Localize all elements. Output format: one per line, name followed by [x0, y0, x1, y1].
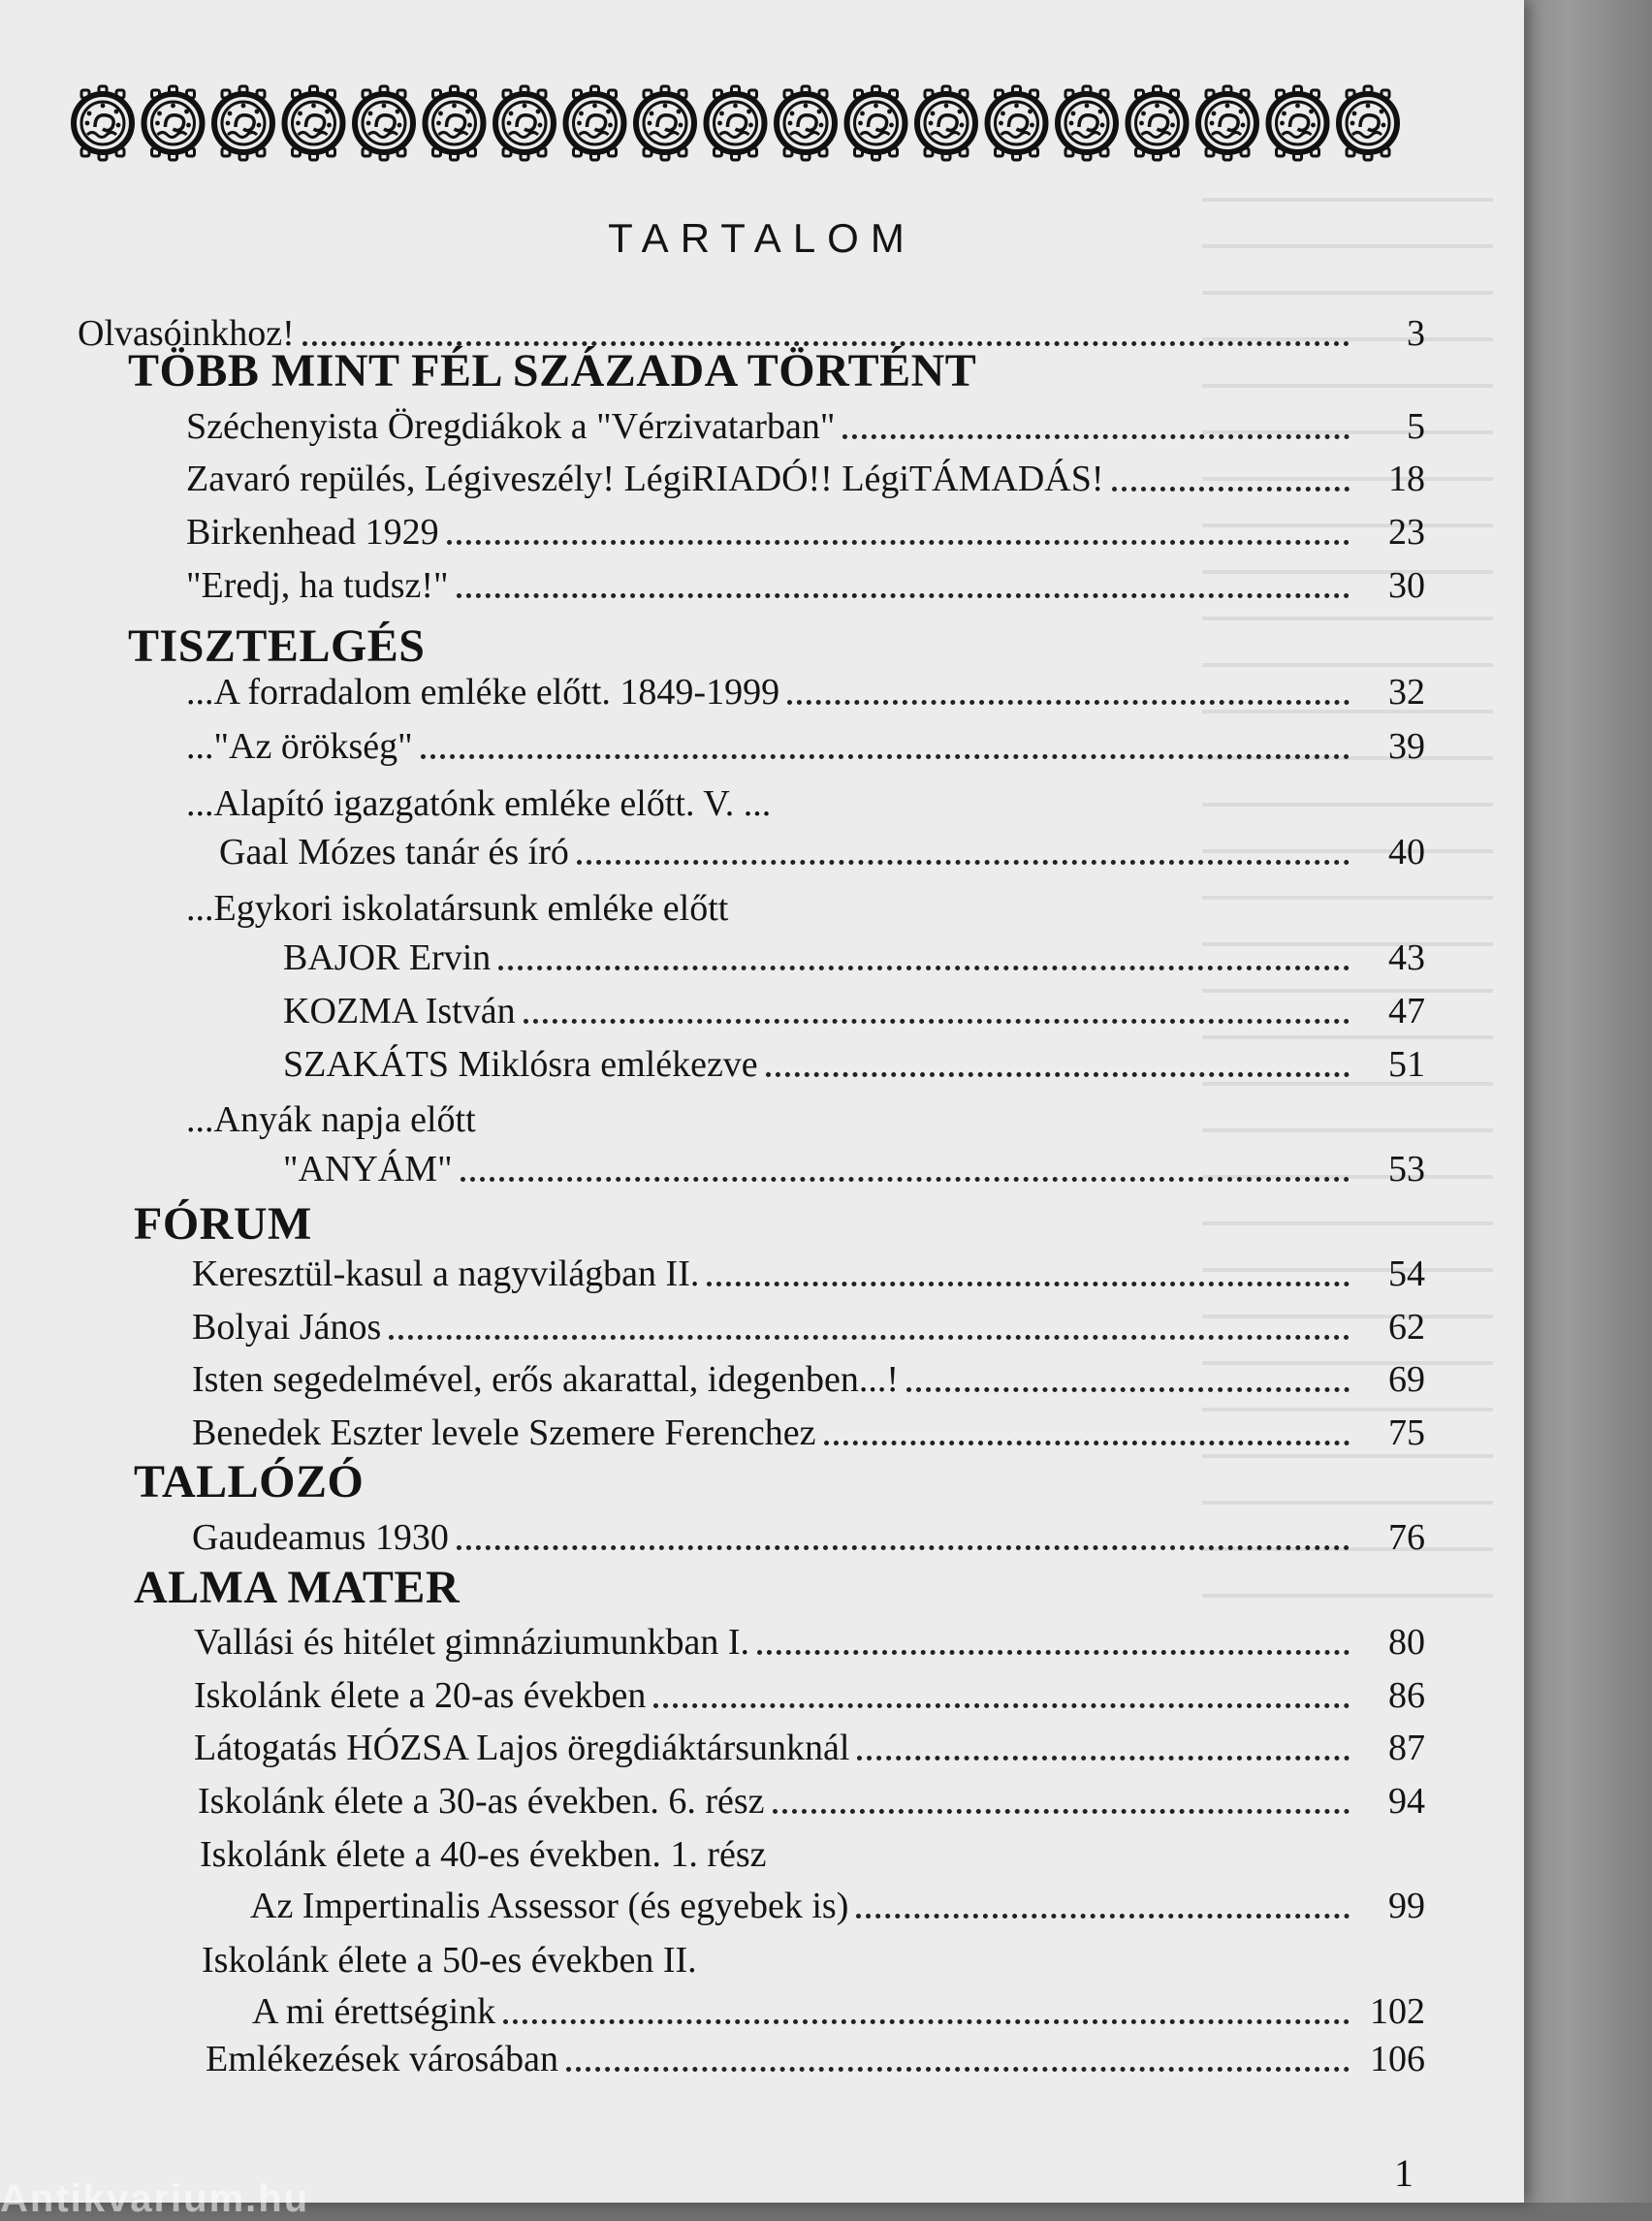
- toc-entry-text: Bolyai János: [192, 1307, 382, 1348]
- ornament-medallion: [495, 86, 554, 160]
- ornament-medallion: [426, 86, 484, 160]
- toc-entry-text: ...A forradalom emléke előtt. 1849-1999: [186, 672, 780, 713]
- leader-dots: [707, 1281, 1350, 1286]
- toc-entry: [186, 405, 1425, 448]
- toc-entry: [186, 725, 1425, 768]
- ornament-medallion: [355, 86, 413, 160]
- toc-entry-page: 3: [1407, 313, 1425, 354]
- page-title: TARTALOM: [608, 215, 916, 261]
- toc-entry-page: 76: [1388, 1517, 1425, 1558]
- leader-dots: [856, 1913, 1350, 1919]
- toc-entry-page: 47: [1388, 991, 1425, 1031]
- ornament-medallion: [1198, 86, 1256, 160]
- toc-entry-page: 43: [1388, 937, 1425, 978]
- toc-entry-text: Iskolánk élete a 20-as években: [194, 1675, 647, 1716]
- toc-entry-page: 80: [1388, 1622, 1425, 1663]
- toc-subheading: Iskolánk élete a 40-es években. 1. rész: [200, 1834, 767, 1875]
- toc-entry-page: 106: [1370, 2039, 1425, 2079]
- toc-entry-page: 23: [1388, 512, 1425, 553]
- toc-entry: [192, 1412, 1425, 1454]
- leader-dots: [1112, 486, 1350, 492]
- toc-entry: [194, 1621, 1425, 1664]
- ornament-medallion: [988, 86, 1046, 160]
- watermark: Antikvarium.hu: [0, 2177, 310, 2220]
- toc-entry-text: Birkenhead 1929: [186, 512, 439, 553]
- toc-entry: [250, 1885, 1425, 1927]
- toc-entry-text: Vallási és hitélet gimnáziumunkban I.: [194, 1622, 750, 1663]
- ornament-medallion: [1128, 86, 1187, 160]
- toc-entry-page: 30: [1388, 565, 1425, 606]
- leader-dots: [447, 539, 1350, 545]
- ornament-medallion: [1269, 86, 1327, 160]
- toc-entry: [194, 1727, 1425, 1769]
- leader-dots: [461, 1176, 1350, 1182]
- toc-entry: [192, 1306, 1425, 1348]
- toc-entry: [206, 2038, 1425, 2080]
- toc-entry-page: 54: [1388, 1253, 1425, 1294]
- toc-entry-text: Gaudeamus 1930: [192, 1517, 449, 1558]
- toc-entry: [186, 458, 1425, 500]
- leader-dots: [906, 1386, 1350, 1392]
- leader-dots: [457, 1544, 1350, 1550]
- toc-entry: [192, 1516, 1425, 1559]
- toc-entry-text: Benedek Eszter levele Szemere Ferenchez: [192, 1412, 816, 1453]
- leader-dots: [577, 859, 1350, 865]
- toc-entry-text: ..."Az örökség": [186, 726, 413, 767]
- toc-entry: [198, 1780, 1425, 1823]
- toc-entry: [186, 671, 1425, 714]
- toc-entry-text: Iskolánk élete a 30-as években. 6. rész: [198, 1781, 765, 1822]
- ornament-medallion: [777, 86, 835, 160]
- leader-dots: [857, 1755, 1350, 1761]
- toc-entry: [194, 1674, 1425, 1717]
- toc-entry-page: 94: [1388, 1781, 1425, 1822]
- toc-entry: [252, 1990, 1425, 2033]
- toc-entry-page: 53: [1388, 1149, 1425, 1190]
- toc-entry: [283, 990, 1425, 1032]
- toc-entry: [283, 1043, 1425, 1086]
- page-number: 1: [1394, 2151, 1414, 2195]
- ornament-medallion: [285, 86, 343, 160]
- leader-dots: [524, 1018, 1350, 1024]
- leader-dots: [389, 1334, 1350, 1340]
- toc-entry-text: Isten segedelmével, erős akarattal, idegenben...!: [192, 1359, 900, 1400]
- toc-entry: [219, 831, 1425, 873]
- toc-entry-page: 39: [1388, 726, 1425, 767]
- toc-entry-page: 18: [1388, 459, 1425, 499]
- ornament-medallion: [214, 86, 272, 160]
- toc-entry-text: "ANYÁM": [283, 1149, 453, 1190]
- leader-dots: [457, 592, 1350, 598]
- toc-entry: [283, 936, 1425, 979]
- ornament-medallion: [144, 86, 203, 160]
- ornament-medallion: [1339, 86, 1397, 160]
- toc-entry-text: Széchenyista Öregdiákok a "Vérzivatarban": [186, 406, 836, 447]
- toc-entry: [283, 1148, 1425, 1190]
- leader-dots: [503, 2018, 1350, 2024]
- toc-entry-page: 32: [1388, 672, 1425, 713]
- toc-entry-page: 99: [1388, 1886, 1425, 1926]
- toc-entry-text: SZAKÁTS Miklósra emlékezve: [283, 1044, 758, 1085]
- leader-dots: [653, 1702, 1350, 1708]
- section-heading: FÓRUM: [134, 1198, 312, 1250]
- toc-entry-page: 5: [1407, 406, 1425, 447]
- ornament-medallion: [917, 86, 975, 160]
- toc-entry-text: "Eredj, ha tudsz!": [186, 565, 449, 606]
- leader-dots: [842, 433, 1350, 439]
- toc-entry: [192, 1253, 1425, 1295]
- toc-entry-text: Emlékezések városában: [206, 2039, 558, 2079]
- toc-entry-text: Zavaró repülés, Légiveszély! LégiRIADÓ!! LégiTÁMADÁS!: [186, 459, 1104, 499]
- toc-entry-text: Látogatás HÓZSA Lajos öregdiáktársunknál: [194, 1728, 850, 1768]
- section-heading: TISZTELGÉS: [128, 620, 426, 672]
- toc-entry-page: 69: [1388, 1359, 1425, 1400]
- toc-entry-page: 75: [1388, 1412, 1425, 1453]
- leader-dots: [787, 699, 1350, 705]
- toc-entry-text: KOZMA István: [283, 991, 516, 1031]
- toc-entry-text: Keresztül-kasul a nagyvilágban II.: [192, 1253, 700, 1294]
- ornament-medallion: [707, 86, 765, 160]
- leader-dots: [757, 1649, 1350, 1655]
- toc-subheading: ...Egykori iskolatársunk emléke előtt: [186, 888, 729, 929]
- toc-entry-page: 51: [1388, 1044, 1425, 1085]
- adjacent-page-edge: [1512, 0, 1652, 2203]
- toc-entry-page: 102: [1370, 1991, 1425, 2032]
- toc-entry: [192, 1358, 1425, 1401]
- toc-entry-text: A mi érettségink: [252, 1991, 496, 2032]
- section-heading: TÖBB MINT FÉL SZÁZADA TÖRTÉNT: [128, 345, 977, 397]
- toc-entry-page: 40: [1388, 832, 1425, 873]
- toc-entry: [186, 511, 1425, 554]
- toc-entry-text: Olvasóinkhoz!: [78, 313, 295, 354]
- ornament-medallion: [636, 86, 694, 160]
- toc-entry: [186, 564, 1425, 607]
- toc-entry-text: Gaal Mózes tanár és író: [219, 832, 569, 873]
- section-heading: TALLÓZÓ: [134, 1456, 365, 1507]
- leader-dots: [773, 1808, 1350, 1814]
- ornament-medallion: [847, 86, 905, 160]
- toc-subheading: ...Alapító igazgatónk emléke előtt. V. ...: [186, 783, 772, 824]
- leader-dots: [421, 753, 1350, 759]
- toc-entry-page: 62: [1388, 1307, 1425, 1348]
- section-heading: ALMA MATER: [134, 1562, 461, 1613]
- leader-dots: [566, 2066, 1350, 2072]
- ornament-medallion: [566, 86, 624, 160]
- leader-dots: [824, 1440, 1350, 1445]
- ornamental-border: [68, 60, 1415, 186]
- toc-subheading: ...Anyák napja előtt: [186, 1099, 476, 1140]
- ornament-medallion: [1058, 86, 1116, 160]
- ornament-medallion: [74, 86, 132, 160]
- toc-entry-page: 86: [1388, 1675, 1425, 1716]
- leader-dots: [766, 1071, 1350, 1077]
- toc-entry-text: BAJOR Ervin: [283, 937, 492, 978]
- toc-entry-page: 87: [1388, 1728, 1425, 1768]
- toc-entry-text: Az Impertinalis Assessor (és egyebek is): [250, 1886, 849, 1926]
- toc-subheading: Iskolánk élete a 50-es években II.: [202, 1940, 697, 1981]
- leader-dots: [498, 965, 1350, 970]
